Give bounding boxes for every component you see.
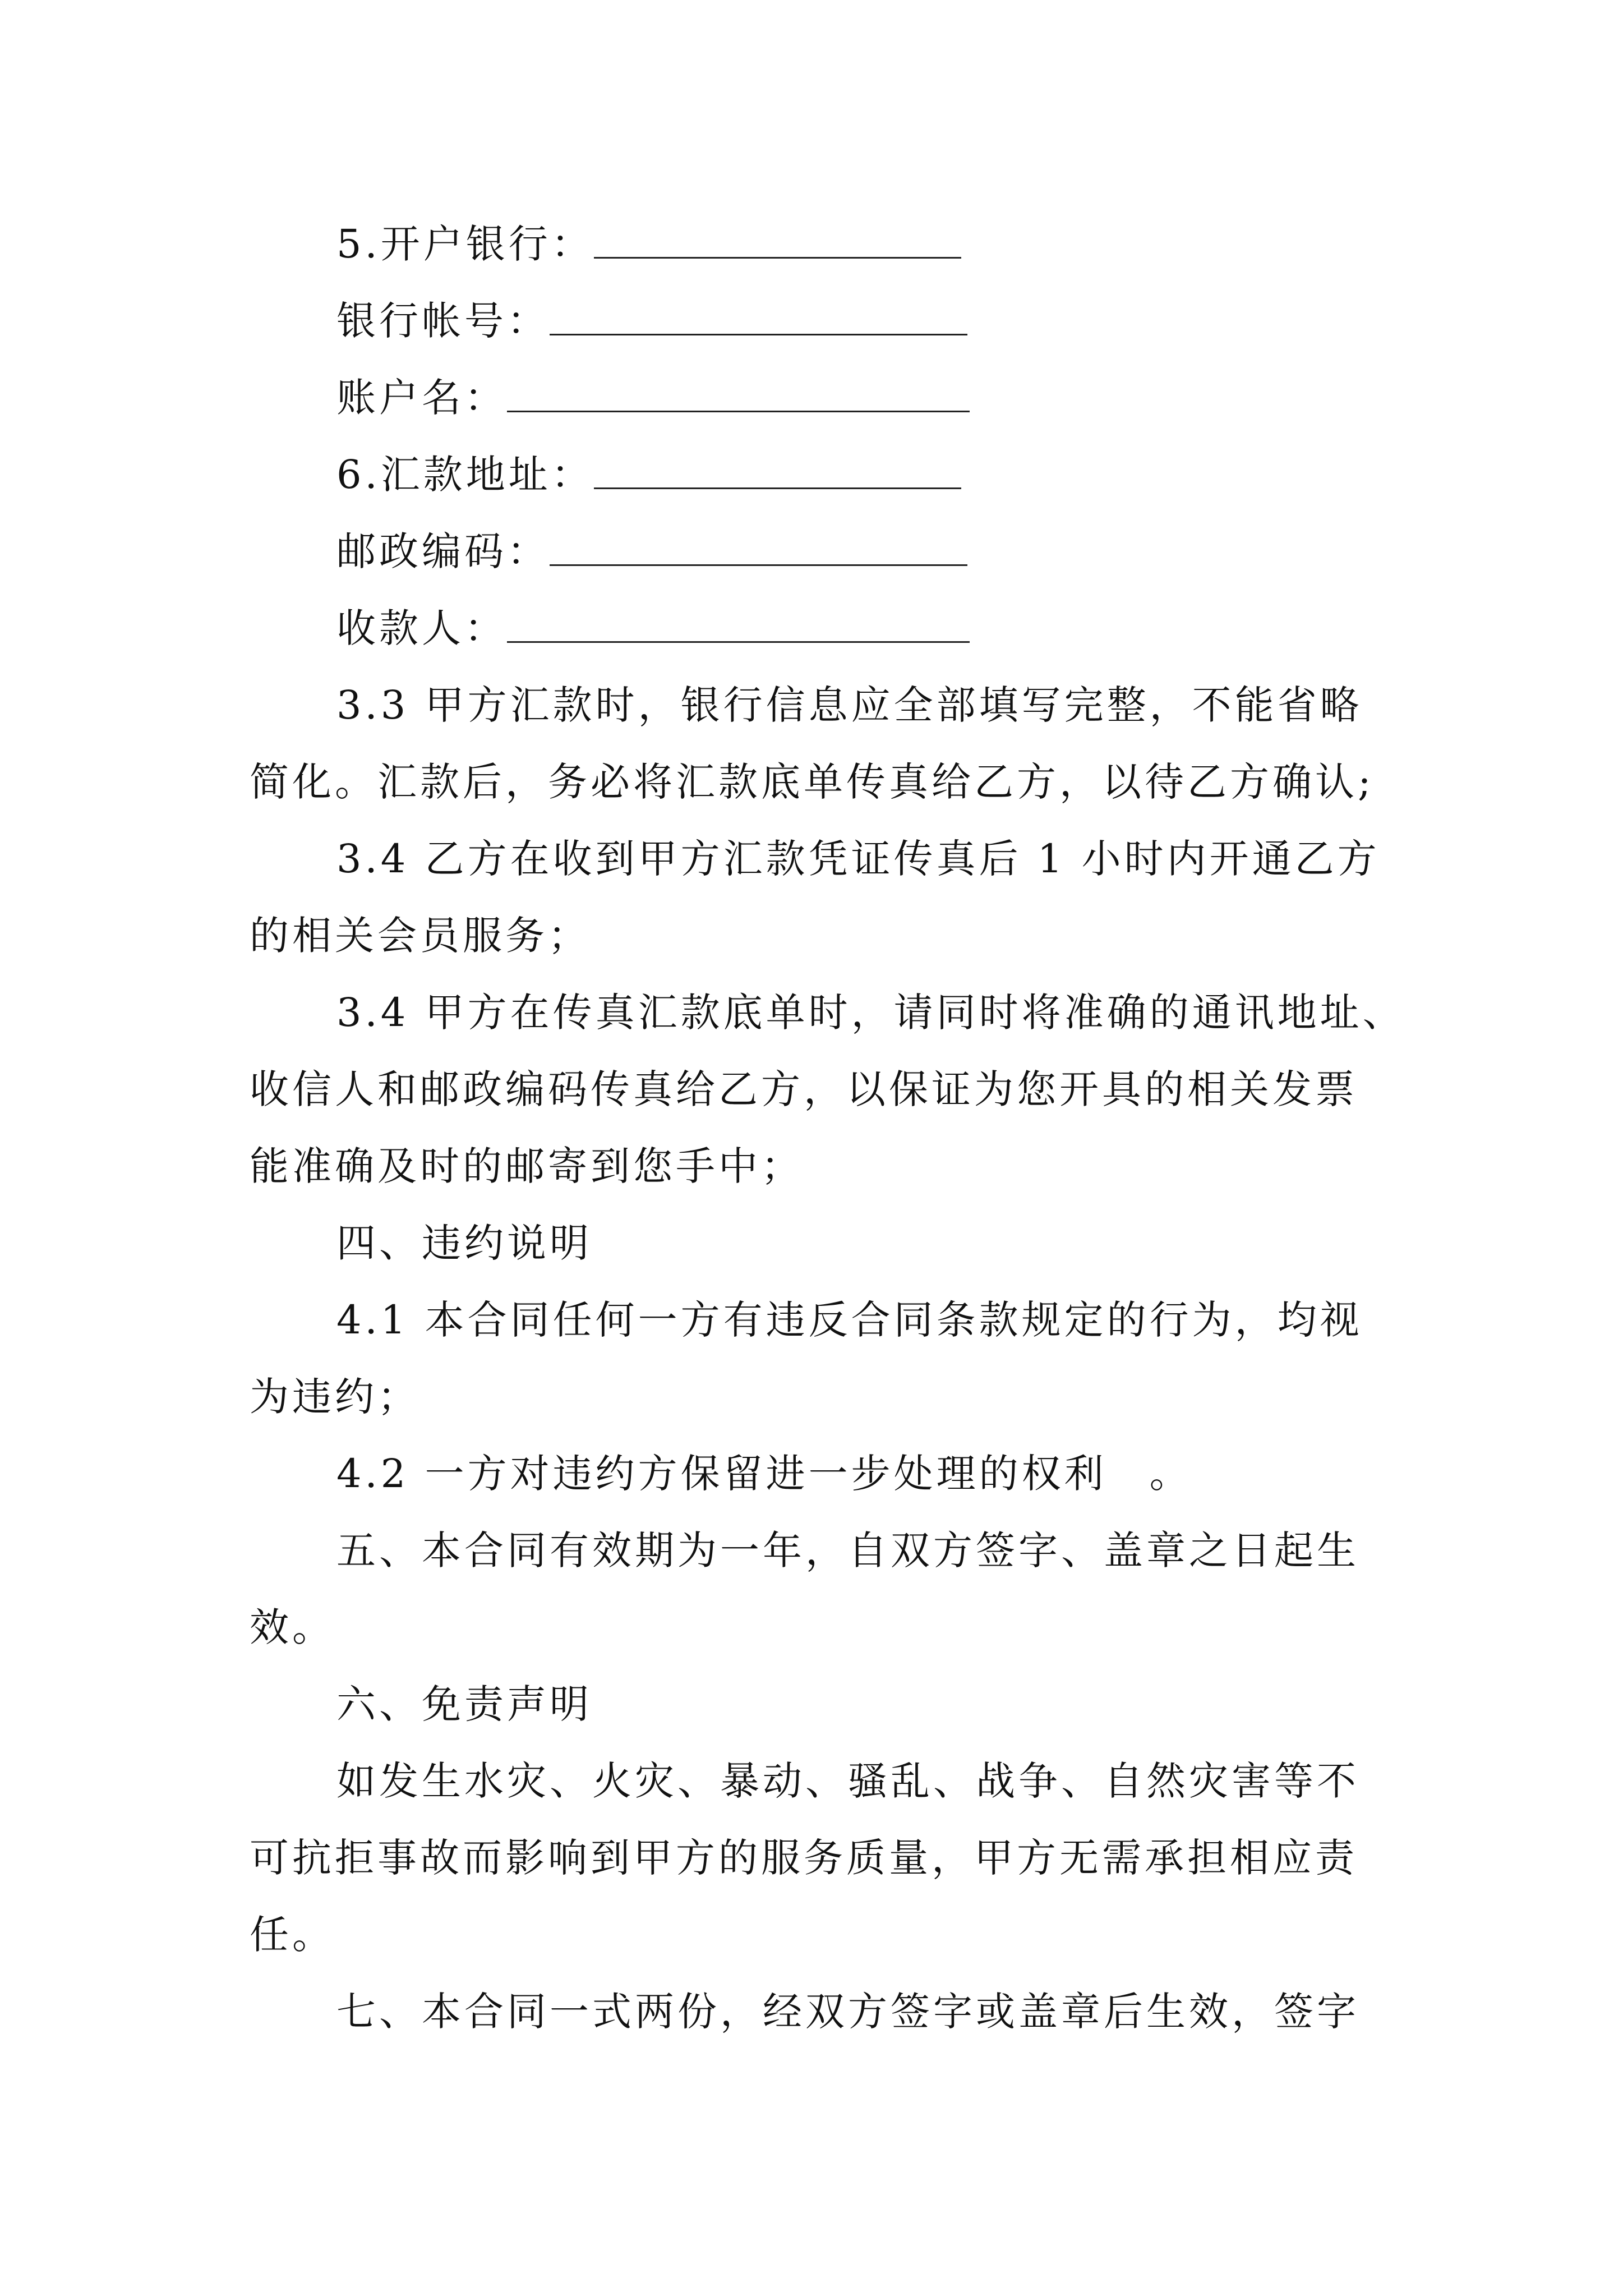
clause-4-2: 4.2 一方对违约方保留进一步处理的权利 。: [336, 1451, 1192, 1497]
field-blank-remit-address[interactable]: [594, 447, 961, 503]
section-6-line-2: 可抗拒事故而影响到甲方的服务质量，甲方无需承担相应责: [250, 1835, 1358, 1881]
section-6-line-1: 如发生水灾、火灾、暴动、骚乱、战争、自然灾害等不: [336, 1758, 1359, 1804]
field-label-postcode: 邮政编码：: [336, 528, 550, 574]
field-label-bank: 5.开户银行：: [336, 221, 594, 267]
field-account-name-row: [336, 370, 970, 426]
field-account-number-row: [336, 293, 967, 349]
field-payee-row: [336, 600, 970, 656]
section-7-line-1: 七、本合同一式两份，经双方签字或盖章后生效，签字: [336, 1989, 1359, 2035]
field-postcode-row: [336, 523, 967, 579]
clause-4-1-line-2: 为违约；: [250, 1374, 420, 1420]
section-4-heading: 四、违约说明: [336, 1220, 592, 1266]
section-6-heading: 六、免责声明: [336, 1681, 592, 1727]
field-label-remit-address: 6.汇款地址：: [336, 452, 594, 498]
field-blank-account-name[interactable]: [507, 370, 970, 426]
clause-3-3-line-2: 简化。汇款后，务必将汇款底单传真给乙方，以待乙方确认;: [250, 759, 1375, 805]
section-5-line-2: 效。: [250, 1604, 335, 1650]
section-5-line-1: 五、本合同有效期为一年，自双方签字、盖章之日起生: [336, 1527, 1359, 1573]
clause-3-4a-line-2: 的相关会员服务；: [250, 913, 591, 959]
field-label-account-number: 银行帐号：: [336, 298, 550, 344]
field-bank-row: [336, 216, 961, 272]
clause-3-4b-line-1: 3.4 甲方在传真汇款底单时，请同时将准确的通讯地址、: [336, 990, 1405, 1036]
clause-4-1-line-1: 4.1 本合同任何一方有违反合同条款规定的行为，均视: [336, 1297, 1363, 1343]
field-blank-postcode[interactable]: [550, 523, 967, 579]
field-label-account-name: 账户名：: [336, 375, 507, 421]
clause-3-3-line-1: 3.3 甲方汇款时，银行信息应全部填写完整，不能省略: [336, 682, 1363, 728]
field-blank-payee[interactable]: [507, 600, 970, 656]
field-blank-bank[interactable]: [594, 216, 961, 272]
section-6-line-3: 任。: [250, 1912, 335, 1958]
field-remit-address-row: [336, 447, 961, 503]
clause-3-4a-line-1: 3.4 乙方在收到甲方汇款凭证传真后 1 小时内开通乙方: [336, 836, 1380, 882]
field-label-payee: 收款人：: [336, 605, 507, 651]
clause-3-4b-line-2: 收信人和邮政编码传真给乙方，以保证为您开具的相关发票: [250, 1066, 1358, 1112]
field-blank-account-number[interactable]: [550, 293, 967, 349]
clause-3-4b-line-3: 能准确及时的邮寄到您手中；: [250, 1143, 804, 1189]
